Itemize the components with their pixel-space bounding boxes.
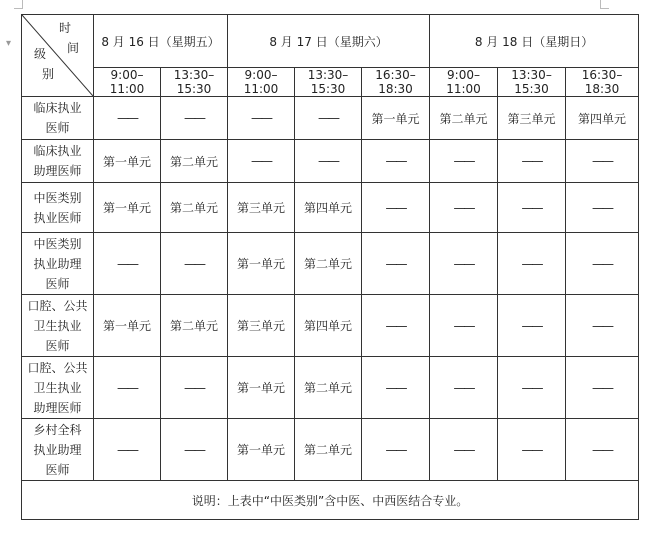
no-exam-dash: —— <box>453 318 474 333</box>
category-cell <box>22 295 94 357</box>
no-exam-dash: —— <box>385 380 406 395</box>
no-exam-dash: —— <box>117 380 137 395</box>
category-line: 乡村全科 <box>33 422 82 437</box>
corner-header-cell <box>22 15 94 97</box>
no-exam-cell <box>566 183 639 233</box>
time-slot-header: 9:00–11:00 <box>430 68 498 97</box>
category-line: 中医类别 <box>33 236 82 251</box>
no-exam-dash: —— <box>385 256 406 271</box>
no-exam-cell <box>430 357 498 419</box>
exam-unit-cell: 第二单元 <box>295 357 362 419</box>
category-cell <box>22 97 94 140</box>
corner-diagonal-line <box>22 15 93 96</box>
exam-unit-cell: 第二单元 <box>161 140 228 183</box>
category-cell <box>22 233 94 295</box>
exam-unit-cell: 第二单元 <box>430 97 498 140</box>
corner-label-time-1: 时 <box>58 21 71 35</box>
no-exam-dash: —— <box>184 256 204 271</box>
no-exam-dash: —— <box>521 380 542 395</box>
no-exam-dash: —— <box>385 200 406 215</box>
no-exam-dash: —— <box>117 256 137 271</box>
category-line: 助理医师 <box>33 164 82 178</box>
category-cell <box>22 419 94 481</box>
category-cell <box>22 140 94 183</box>
no-exam-cell <box>430 295 498 357</box>
no-exam-dash: —— <box>385 442 406 457</box>
no-exam-dash: —— <box>453 380 474 395</box>
time-slot-header: 13:30–15:30 <box>161 68 228 97</box>
no-exam-dash: —— <box>318 111 339 125</box>
no-exam-cell <box>228 97 295 140</box>
exam-unit-cell: 第一单元 <box>94 295 161 357</box>
no-exam-dash: —— <box>184 380 204 395</box>
no-exam-dash: —— <box>521 200 542 215</box>
category-line: 口腔、公共 <box>27 298 88 313</box>
no-exam-cell <box>430 183 498 233</box>
no-exam-dash: —— <box>385 154 406 168</box>
category-cell <box>22 357 94 419</box>
no-exam-dash: —— <box>117 442 137 457</box>
category-line: 医师 <box>45 338 70 353</box>
no-exam-cell <box>228 140 295 183</box>
exam-unit-cell: 第一单元 <box>94 140 161 183</box>
no-exam-cell <box>566 140 639 183</box>
corner-label-time-2: 间 <box>66 41 79 55</box>
date-header-aug16: 8 月 16 日（星期五） <box>94 15 228 68</box>
exam-unit-cell: 第四单元 <box>566 97 639 140</box>
schedule-body <box>22 97 639 481</box>
no-exam-dash: —— <box>453 154 474 168</box>
category-line: 医师 <box>45 121 70 135</box>
no-exam-cell <box>566 233 639 295</box>
no-exam-cell <box>94 97 161 140</box>
header-date-row <box>22 15 639 68</box>
no-exam-cell <box>362 419 430 481</box>
no-exam-cell <box>498 357 566 419</box>
no-exam-dash: —— <box>453 200 474 215</box>
note-row <box>22 481 639 520</box>
date-header-aug17: 8 月 17 日（星期六） <box>228 15 430 68</box>
exam-unit-cell: 第二单元 <box>161 295 228 357</box>
time-slot-header: 13:30–15:30 <box>295 68 362 97</box>
exam-unit-cell: 第四单元 <box>295 295 362 357</box>
corner-label-level-2: 别 <box>42 67 55 81</box>
no-exam-dash: —— <box>592 318 613 333</box>
no-exam-dash: —— <box>453 442 474 457</box>
no-exam-cell <box>498 183 566 233</box>
time-slot-header: 16:30–18:30 <box>362 68 430 97</box>
no-exam-cell <box>362 295 430 357</box>
table-row <box>22 419 639 481</box>
no-exam-dash: —— <box>592 154 613 168</box>
exam-unit-cell: 第四单元 <box>295 183 362 233</box>
date-header-aug18: 8 月 18 日（星期日） <box>430 15 639 68</box>
no-exam-cell <box>430 419 498 481</box>
no-exam-cell <box>161 233 228 295</box>
category-line: 临床执业 <box>33 144 82 158</box>
category-line: 口腔、公共 <box>27 360 88 375</box>
category-line: 中医类别 <box>33 190 82 205</box>
category-line: 执业助理 <box>33 256 82 271</box>
exam-unit-cell: 第一单元 <box>362 97 430 140</box>
no-exam-cell <box>498 233 566 295</box>
no-exam-dash: —— <box>592 380 613 395</box>
no-exam-dash: —— <box>521 318 542 333</box>
no-exam-cell <box>498 295 566 357</box>
category-line: 医师 <box>45 462 70 477</box>
no-exam-cell <box>430 233 498 295</box>
no-exam-dash: —— <box>453 256 474 271</box>
no-exam-dash: —— <box>521 256 542 271</box>
table-row <box>22 97 639 140</box>
category-line: 卫生执业 <box>33 318 82 333</box>
time-slot-header: 16:30–18:30 <box>566 68 639 97</box>
no-exam-cell <box>498 419 566 481</box>
table-row <box>22 233 639 295</box>
corner-label-level-1: 级 <box>34 47 47 61</box>
time-slot-header: 13:30–15:30 <box>498 68 566 97</box>
no-exam-cell <box>161 419 228 481</box>
no-exam-dash: —— <box>184 442 204 457</box>
no-exam-cell <box>362 233 430 295</box>
no-exam-cell <box>566 295 639 357</box>
table-row <box>22 140 639 183</box>
category-cell <box>22 183 94 233</box>
no-exam-cell <box>161 357 228 419</box>
exam-unit-cell: 第二单元 <box>295 419 362 481</box>
table-note: 说明：上表中“中医类别”含中医、中西医结合专业。 <box>22 481 639 520</box>
no-exam-dash: —— <box>385 318 406 333</box>
no-exam-cell <box>566 357 639 419</box>
category-line: 执业医师 <box>33 210 82 225</box>
no-exam-cell <box>498 140 566 183</box>
category-line: 助理医师 <box>33 400 82 415</box>
no-exam-dash: —— <box>592 442 613 457</box>
exam-unit-cell: 第三单元 <box>228 183 295 233</box>
table-row <box>22 295 639 357</box>
category-line: 执业助理 <box>33 442 82 457</box>
table-row <box>22 357 639 419</box>
no-exam-dash: —— <box>251 154 272 168</box>
table-row <box>22 183 639 233</box>
time-slot-header: 9:00–11:00 <box>94 68 161 97</box>
exam-unit-cell: 第一单元 <box>228 419 295 481</box>
no-exam-dash: —— <box>184 111 204 125</box>
exam-unit-cell: 第一单元 <box>228 357 295 419</box>
no-exam-cell <box>362 140 430 183</box>
page-corner-mark-right <box>600 0 609 9</box>
no-exam-cell <box>94 357 161 419</box>
no-exam-dash: —— <box>592 200 613 215</box>
category-line: 卫生执业 <box>33 380 82 395</box>
exam-unit-cell: 第二单元 <box>295 233 362 295</box>
no-exam-cell <box>430 140 498 183</box>
exam-unit-cell: 第三单元 <box>498 97 566 140</box>
no-exam-dash: —— <box>318 154 339 168</box>
no-exam-dash: —— <box>592 256 613 271</box>
no-exam-cell <box>94 233 161 295</box>
no-exam-cell <box>566 419 639 481</box>
exam-unit-cell: 第三单元 <box>228 295 295 357</box>
no-exam-cell <box>94 419 161 481</box>
category-line: 临床执业 <box>33 101 82 115</box>
no-exam-dash: —— <box>521 442 542 457</box>
time-slot-header: 9:00–11:00 <box>228 68 295 97</box>
side-collapse-marker: ▾ <box>6 38 12 49</box>
exam-unit-cell: 第一单元 <box>228 233 295 295</box>
no-exam-cell <box>362 183 430 233</box>
header-time-row <box>22 68 639 97</box>
no-exam-cell <box>295 97 362 140</box>
no-exam-cell <box>295 140 362 183</box>
exam-schedule-table <box>21 14 639 520</box>
page-corner-mark-left <box>14 0 23 9</box>
exam-unit-cell: 第二单元 <box>161 183 228 233</box>
no-exam-cell <box>161 97 228 140</box>
no-exam-dash: —— <box>117 111 137 125</box>
no-exam-dash: —— <box>251 111 272 125</box>
no-exam-cell <box>362 357 430 419</box>
no-exam-dash: —— <box>521 154 542 168</box>
category-line: 医师 <box>45 276 70 291</box>
exam-unit-cell: 第一单元 <box>94 183 161 233</box>
